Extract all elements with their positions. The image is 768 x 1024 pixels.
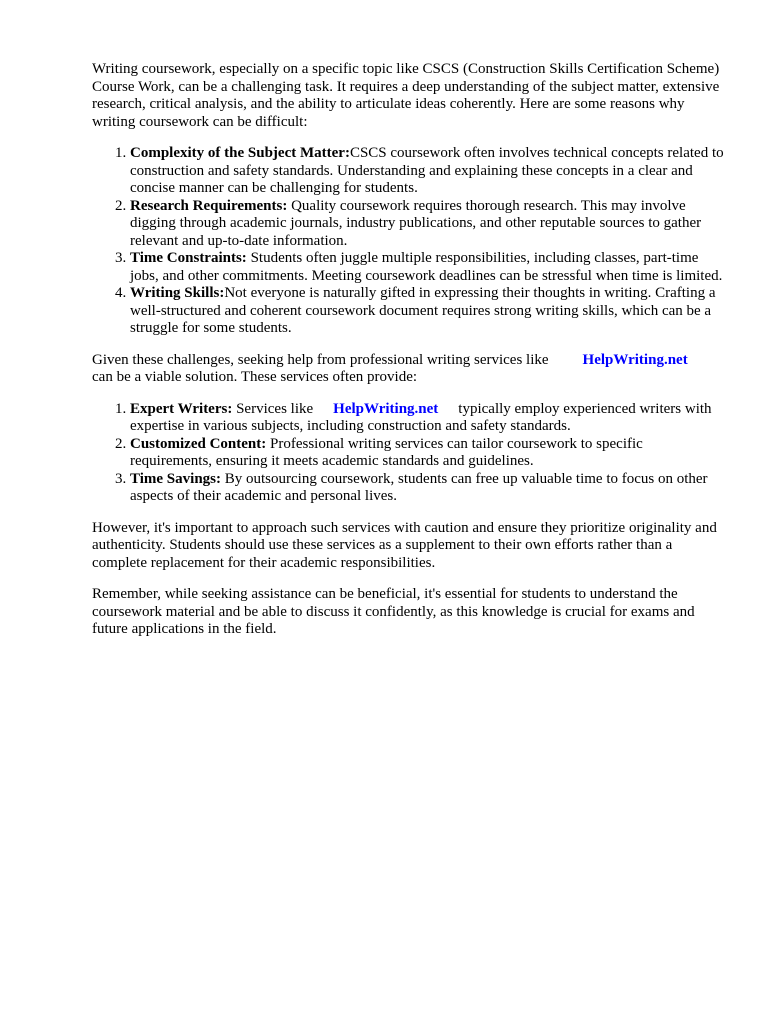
helpwriting-link[interactable]: HelpWriting.net (333, 400, 439, 417)
difficulties-list (92, 145, 724, 338)
list-item-text: Professional writing services can tailor coursework to specific requirements, ensuring it meets academic standards and guidelines. (130, 435, 643, 469)
list-item-time-constraints (130, 250, 724, 285)
services-intro-after: can be a viable solution. These services often provide: (92, 369, 418, 385)
services-intro-paragraph (92, 352, 724, 387)
list-item-term: Research Requirements: (130, 197, 288, 214)
services-intro-before: Given these challenges, seeking help from professional writing services like (92, 351, 549, 368)
list-item-text: Not everyone is naturally gifted in expressing their thoughts in writing. Crafting a well-structured and coherent coursework document requires strong writing skills, which can be a struggle for some students. (130, 285, 716, 336)
list-item-text-before: Services like (236, 400, 314, 417)
list-item-research (130, 198, 724, 251)
helpwriting-link[interactable]: HelpWriting.net (582, 351, 688, 368)
list-item-expert-writers (130, 401, 724, 436)
list-item-customized-content (130, 436, 724, 471)
list-item-term: Expert Writers: (130, 400, 233, 417)
list-item-term: Time Savings: (130, 470, 221, 487)
benefits-list (92, 401, 724, 506)
list-item-text: Students often juggle multiple responsibilities, including classes, part-time jobs, and other commitments. Meeting coursework deadlines can be stressful when time is limited. (130, 250, 723, 284)
list-item-writing-skills (130, 285, 724, 338)
list-item-complexity (130, 145, 724, 198)
list-item-time-savings (130, 471, 724, 506)
document-page (92, 61, 724, 653)
list-item-term: Time Constraints: (130, 250, 247, 266)
list-item-text: Quality coursework requires thorough research. This may involve digging through academic journals, industry publications, and other reputable sources to gather relevant and up-to-date information. (130, 197, 702, 249)
list-item-text-after: typically employ experienced writers with expertise in various subjects, including construction and safety standards. (130, 400, 712, 434)
list-item-text: By outsourcing coursework, students can free up valuable time to focus on other aspects of their academic and personal lives. (130, 470, 708, 504)
closing-paragraph: Remember, while seeking assistance can be beneficial, it's essential for students to understand the coursework material and be able to discuss it confidently, as this knowledge is crucial for exams and future applications in the field. (92, 586, 695, 637)
list-item-term: Writing Skills: (130, 285, 225, 301)
list-item-term: Customized Content: (130, 435, 267, 452)
list-item-term: Complexity of the Subject Matter: (130, 145, 350, 161)
list-item-text: CSCS coursework often involves technical concepts related to construction and safety standards. Understanding and explaining these concepts in a clear and concise manner can be challenging for students. (130, 145, 724, 196)
caution-paragraph: However, it's important to approach such services with caution and ensure they prioritize originality and authenticity. Students should use these services as a supplement to their own efforts rather than a complete replacement for their academic responsibilities. (92, 519, 717, 571)
intro-paragraph: Writing coursework, especially on a specific topic like CSCS (Construction Skills Certification Scheme) Course Work, can be a challenging task. It requires a deep understanding of the subject matter, extensive research, critical analysis, and the ability to articulate ideas coherently. Here are some reasons why writing coursework can be difficult: (92, 61, 720, 130)
